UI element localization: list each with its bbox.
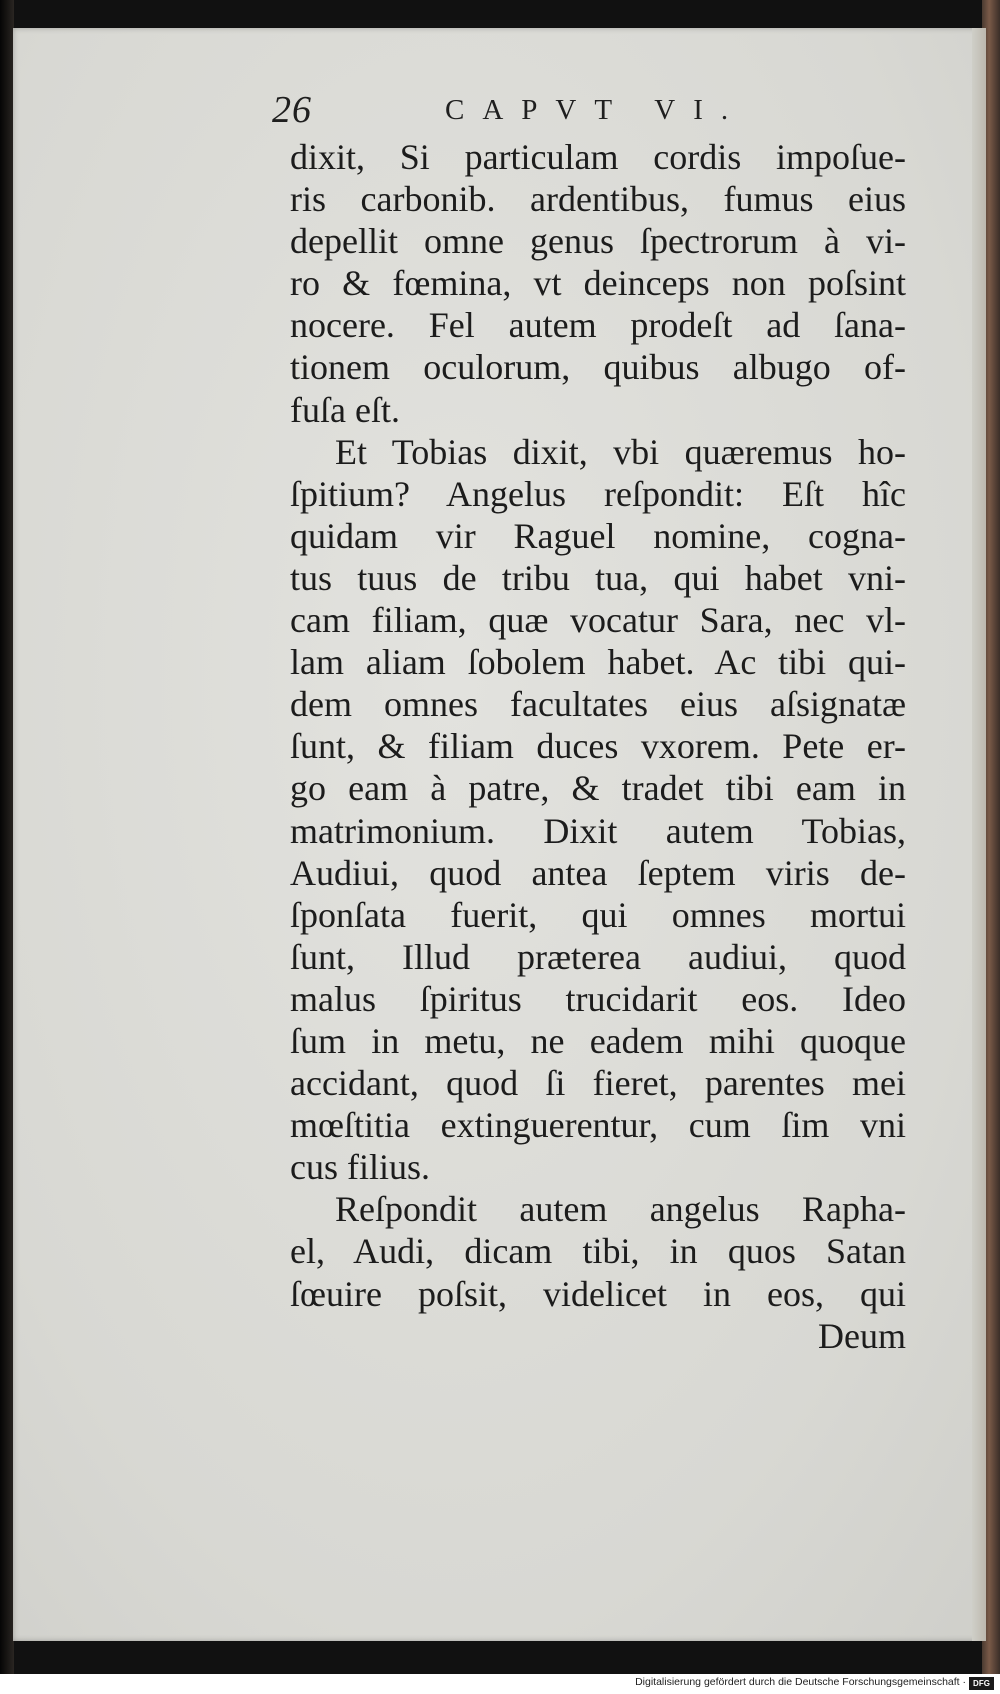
- funding-credit: Digitalisierung gefördert durch die Deutsche Forschungsgemeinschaft ·: [635, 1676, 966, 1688]
- catchword: Deum: [818, 1315, 906, 1356]
- text-line: ſpitium? Angelus reſpondit: Eſt hîc: [290, 473, 906, 514]
- page-number: 26: [272, 89, 312, 131]
- text-line: ſunt, & filiam duces vxorem. Pete er-: [290, 726, 906, 767]
- text-line: cam filiam, quæ vocatur Sara, nec vl-: [290, 600, 906, 641]
- footer-bar: [0, 1674, 1000, 1694]
- text-line: dixit, Si particulam cordis impoſue-: [290, 137, 906, 177]
- body-text: [290, 136, 906, 1357]
- text-line: mœſtitia extinguerentur, cum ſim vni: [290, 1105, 906, 1146]
- text-line: accidant, quod ſi fieret, parentes mei: [290, 1063, 906, 1104]
- text-line: ris carbonib. ardentibus, fumus eius: [290, 179, 906, 220]
- text-line: fuſa eſt.: [290, 389, 400, 430]
- text-line: nocere. Fel autem prodeſt ad ſana-: [290, 305, 906, 346]
- running-head: CAPVT VI.: [445, 94, 747, 126]
- text-line: matrimonium. Dixit autem Tobias,: [290, 810, 906, 851]
- text-line: lam aliam ſobolem habet. Ac tibi qui-: [290, 642, 906, 683]
- text-line: cus filius.: [290, 1147, 430, 1188]
- text-line: Reſpondit autem angelus Rapha-: [335, 1189, 906, 1230]
- text-line: malus ſpiritus trucidarit eos. Ideo: [290, 978, 906, 1019]
- text-line: Audiui, quod antea ſeptem viris de-: [290, 852, 906, 893]
- text-line: Et Tobias dixit, vbi quæremus ho-: [335, 431, 906, 472]
- text-line: go eam à patre, & tradet tibi eam in: [290, 768, 906, 809]
- text-line: ſœuire poſsit, videlicet in eos, qui: [290, 1273, 906, 1314]
- text-line: ro & fœmina, vt deinceps non poſsint: [290, 263, 906, 304]
- text-line: tionem oculorum, quibus albugo of-: [290, 347, 906, 388]
- text-line: ſum in metu, ne eadem mihi quoque: [290, 1020, 906, 1061]
- text-line: ſunt, Illud præterea audiui, quod: [290, 936, 906, 977]
- page-edge: [972, 28, 986, 1641]
- text-line: tus tuus de tribu tua, qui habet vni-: [290, 557, 906, 598]
- text-line: dem omnes facultates eius aſsignatæ: [290, 684, 906, 725]
- text-line: ſponſata fuerit, qui omnes mortui: [290, 894, 906, 935]
- book-spine-left: [0, 0, 14, 1674]
- dfg-logo: DFG: [969, 1677, 994, 1690]
- text-line: el, Audi, dicam tibi, in quos Satan: [290, 1231, 906, 1272]
- text-line: quidam vir Raguel nomine, cogna-: [290, 515, 906, 556]
- text-line: depellit omne genus ſpectrorum à vi-: [290, 221, 906, 262]
